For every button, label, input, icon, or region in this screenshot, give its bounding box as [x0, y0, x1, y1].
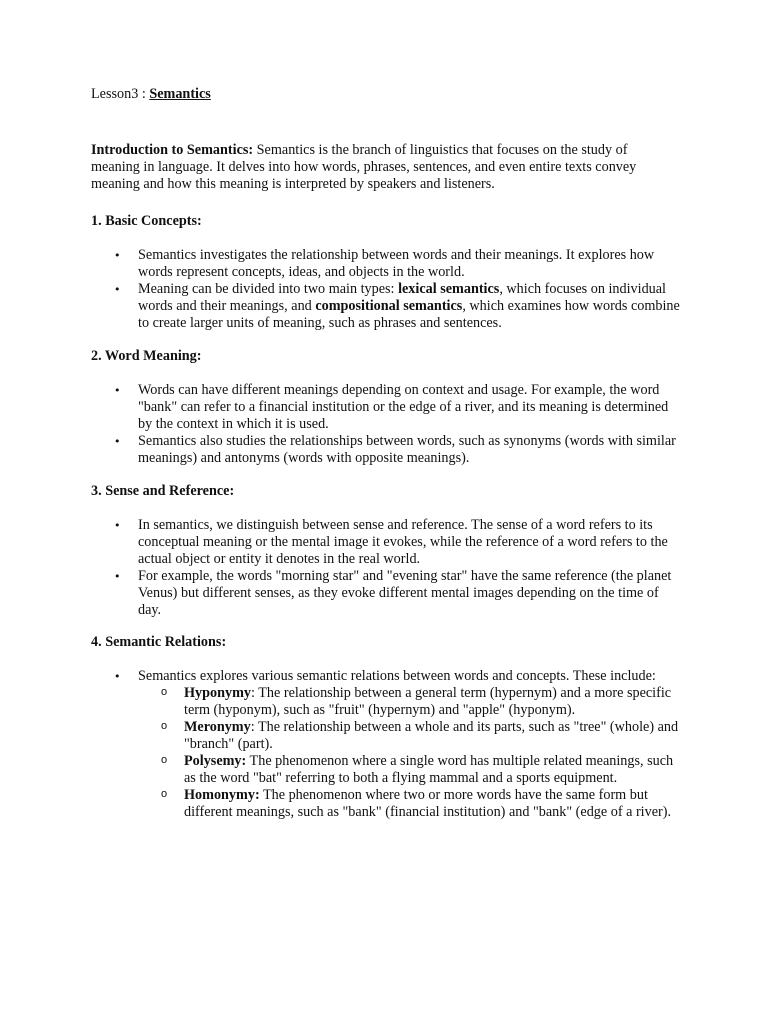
section-heading-word-meaning	[91, 348, 681, 365]
section-heading-text: 1. Basic Concepts:	[91, 213, 202, 229]
list-item-text: For example, the words "morning star" and "evening star" have the same reference (the planet Venus) but different senses, as they evoke different mental images depending on the time of day.	[138, 568, 672, 618]
sub-item-text: The phenomenon where a single word has multiple related meanings, such as the word "bat" referring to both a flying mammal and a sports equipment.	[184, 753, 674, 786]
term-meronymy: Meronymy	[184, 719, 251, 735]
section-semantic-relations-list	[91, 668, 681, 821]
section-heading-text: 2. Word Meaning:	[91, 348, 202, 364]
sub-item-text: : The relationship between a general term (hypernym) and a more specific term (hyponym), such as "fruit" (hypernym) and "apple" (hyponym).	[184, 685, 672, 718]
section-basic-concepts-list	[91, 247, 681, 332]
list-item	[91, 517, 681, 568]
list-item	[91, 281, 681, 332]
term-hyponymy: Hyponymy	[184, 685, 252, 701]
term-homonymy: Homonymy:	[184, 787, 260, 803]
sub-list-item-homonymy	[91, 787, 681, 821]
list-item-text: , which focuses on individual words and their meanings, and	[138, 281, 667, 314]
list-item-text: Meaning can be divided into two main types:	[138, 281, 399, 297]
list-item	[91, 382, 681, 433]
list-item	[91, 247, 681, 281]
term-lexical-semantics: lexical semantics	[398, 281, 500, 297]
lesson-title	[91, 86, 681, 103]
list-item-text: Words can have different meanings depending on context and usage. For example, the word "bank" can refer to a financial institution or the edge of a river, and its meaning is determined by the context in which it is used.	[138, 382, 669, 432]
lesson-label: Lesson3 :	[91, 86, 150, 102]
list-item-text: , which examines how words combine to create larger units of meaning, such as phrases and sentences.	[138, 298, 680, 331]
intro-text: Semantics is the branch of linguistics that focuses on the study of meaning in language. It delves into how words, phrases, sentences, and even entire texts convey meaning and how this meaning is interpreted by speakers and listeners.	[91, 142, 637, 192]
list-item-text: Semantics also studies the relationships between words, such as synonyms (words with similar meanings) and antonyms (words with opposite meanings).	[138, 433, 676, 466]
list-item	[91, 433, 681, 467]
intro-lead: Introduction to Semantics:	[91, 142, 254, 158]
sub-list-item-meronymy	[91, 719, 681, 753]
semantic-relations-sublist	[91, 685, 681, 821]
list-item-text: In semantics, we distinguish between sense and reference. The sense of a word refers to its conceptual meaning or the mental image it evokes, while the reference of a word refers to the actual object or entity it denotes in the real world.	[138, 517, 668, 567]
section-word-meaning-list	[91, 382, 681, 467]
sub-list-item-hyponymy	[91, 685, 681, 719]
list-item-text: Semantics explores various semantic relations between words and concepts. These include:	[138, 668, 656, 684]
section-heading-basic-concepts	[91, 213, 681, 230]
lesson-title-text: Semantics	[149, 86, 211, 102]
term-polysemy: Polysemy:	[184, 753, 247, 769]
section-heading-text: 4. Semantic Relations:	[91, 634, 227, 650]
intro-paragraph	[91, 142, 671, 193]
term-compositional-semantics: compositional semantics	[315, 298, 463, 314]
section-heading-sense-reference	[91, 483, 681, 500]
list-item	[91, 568, 681, 619]
section-heading-semantic-relations	[91, 634, 681, 651]
list-item-text: Semantics investigates the relationship between words and their meanings. It explores how words represent concepts, ideas, and objects in the world.	[138, 247, 655, 280]
section-sense-reference-list	[91, 517, 681, 619]
sub-item-text: : The relationship between a whole and its parts, such as "tree" (whole) and "branch" (part).	[184, 719, 679, 752]
sub-list-item-polysemy	[91, 753, 681, 787]
sub-item-text: The phenomenon where two or more words have the same form but different meanings, such as "bank" (financial institution) and "bank" (edge of a river).	[184, 787, 671, 820]
section-heading-text: 3. Sense and Reference:	[91, 483, 235, 499]
list-item	[91, 668, 681, 685]
